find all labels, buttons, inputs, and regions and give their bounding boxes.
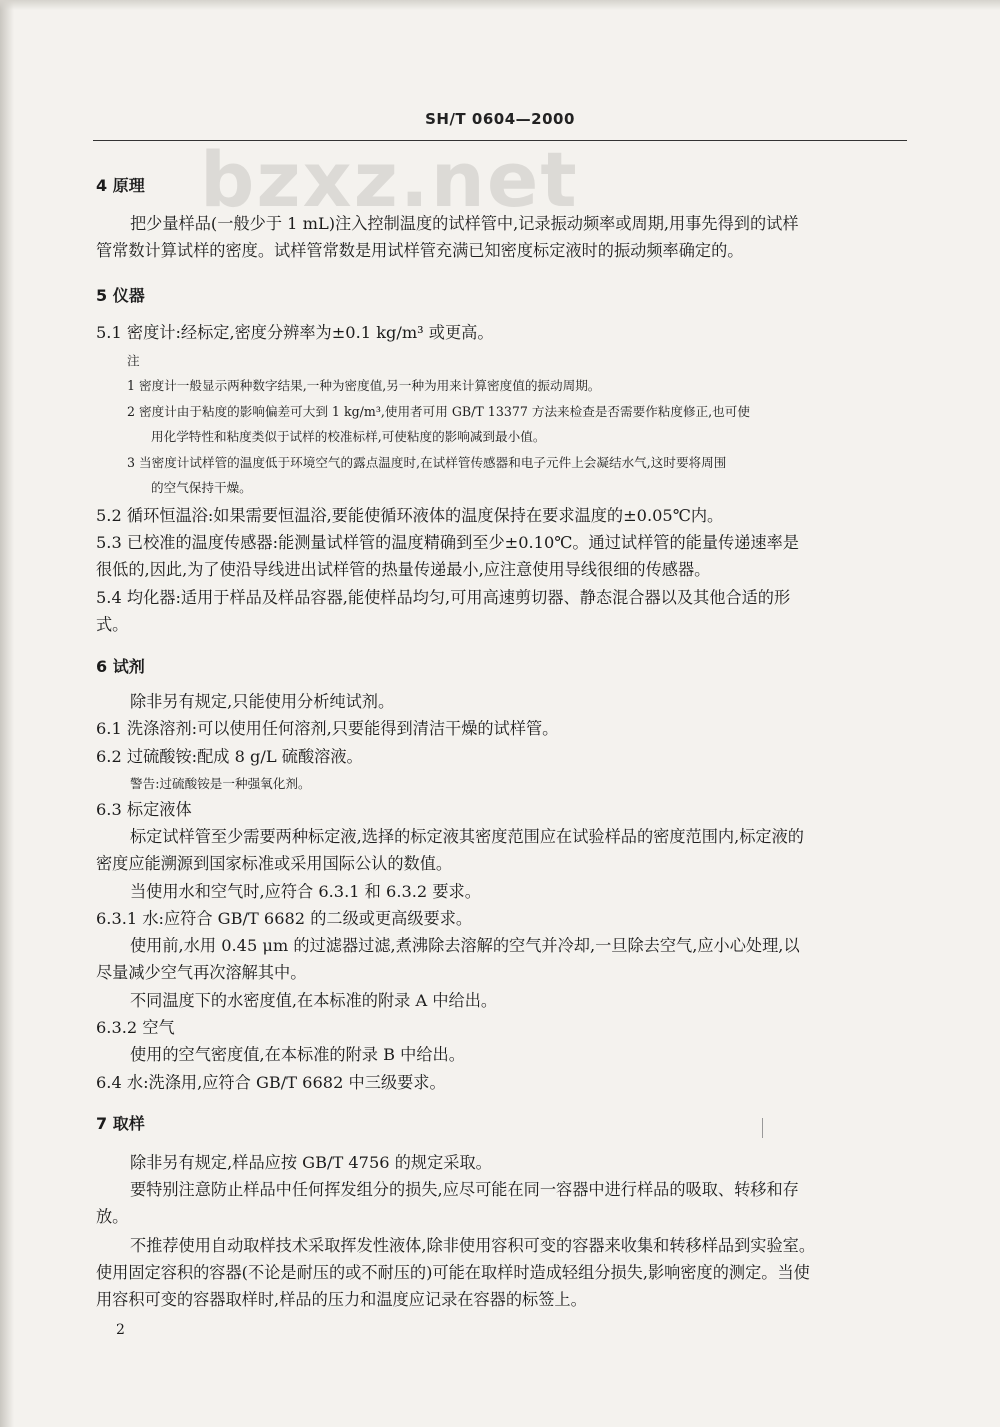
note-2-line-1: 2 密度计由于粘度的影响偏差可大到 1 kg/m³,使用者可用 GB/T 13377 方法来检查是否需要作粘度修正,也可使 (127, 404, 750, 419)
section-4-text-line-1: 把少量样品(一般少于 1 mL)注入控制温度的试样管中,记录振动频率或周期,用事先得到的试样 (130, 214, 799, 233)
note-label: 注 (127, 353, 140, 368)
clause-6-3-1: 6.3.1 水:应符合 GB/T 6682 的二级或更高级要求。 (96, 909, 473, 928)
clause-6-3: 6.3 标定液体 (96, 800, 192, 819)
section-4-title: 4 原理 (96, 176, 145, 195)
section-5-title: 5 仪器 (96, 286, 145, 305)
section-4-text-line-2: 管常数计算试样的密度。试样管常数是用试样管充满已知密度标定液时的振动频率确定的。 (96, 241, 744, 260)
clause-5-3-line-2: 很低的,因此,为了使沿导线进出试样管的热量传递最小,应注意使用导线很细的传感器。 (96, 560, 711, 579)
clause-5-4-line-1: 5.4 均化器:适用于样品及样品容器,能使样品均匀,可用高速剪切器、静态混合器以及其他合适的形 (96, 588, 791, 607)
scan-edge-shadow (0, 0, 14, 1427)
document-code-header: SH/T 0604—2000 (425, 110, 575, 128)
clause-5-1: 5.1 密度计:经标定,密度分辨率为±0.1 kg/m³ 或更高。 (96, 323, 494, 342)
clause-6-3-text-line-2: 密度应能溯源到国家标准或采用国际公认的数值。 (96, 854, 453, 873)
section-7-text-1: 除非另有规定,样品应按 GB/T 4756 的规定采取。 (130, 1153, 492, 1172)
clause-6-3-2-text: 使用的空气密度值,在本标准的附录 B 中给出。 (130, 1045, 465, 1064)
clause-6-2-warning: 警告:过硫酸铵是一种强氧化剂。 (130, 776, 311, 791)
section-6-title: 6 试剂 (96, 657, 145, 676)
watermark: bzxz.net (200, 135, 579, 224)
scan-top-shadow (0, 0, 1000, 10)
section-7-text-2-line-1: 要特别注意防止样品中任何挥发组分的损失,应尽可能在同一容器中进行样品的吸取、转移和存 (130, 1180, 799, 1199)
section-6-intro: 除非另有规定,只能使用分析纯试剂。 (130, 692, 395, 711)
clause-6-1: 6.1 洗涤溶剂:可以使用任何溶剂,只要能得到清洁干燥的试样管。 (96, 719, 559, 738)
clause-5-2: 5.2 循环恒温浴:如果需要恒温浴,要能使循环液体的温度保持在要求温度的±0.05℃内。 (96, 506, 724, 525)
clause-5-3-line-1: 5.3 已校准的温度传感器:能测量试样管的温度精确到至少±0.10℃。通过试样管的能量传递速率是 (96, 533, 799, 552)
clause-6-3-text-line-1: 标定试样管至少需要两种标定液,选择的标定液其密度范围应在试验样品的密度范围内,标定液的 (130, 827, 804, 846)
clause-5-4-line-2: 式。 (96, 615, 129, 634)
section-7-text-3-line-3: 用容积可变的容器取样时,样品的压力和温度应记录在容器的标签上。 (96, 1290, 587, 1309)
scan-mark (762, 1118, 763, 1138)
note-2-line-2: 用化学特性和粘度类似于试样的校准标样,可使粘度的影响减到最小值。 (151, 429, 546, 444)
section-7-text-2-line-2: 放。 (96, 1207, 129, 1226)
note-1: 1 密度计一般显示两种数字结果,一种为密度值,另一种为用来计算密度值的振动周期。 (127, 378, 601, 393)
page-number: 2 (116, 1322, 125, 1338)
clause-6-3-1-text-line-1: 使用前,水用 0.45 μm 的过滤器过滤,煮沸除去溶解的空气并冷却,一旦除去空气,应小心处理,以 (130, 936, 800, 955)
clause-6-3-1-text-line-3: 不同温度下的水密度值,在本标准的附录 A 中给出。 (130, 991, 498, 1010)
section-7-text-3-line-1: 不推荐使用自动取样技术采取挥发性液体,除非使用容积可变的容器来收集和转移样品到实验室。 (130, 1236, 816, 1255)
note-3-line-2: 的空气保持干燥。 (151, 480, 252, 495)
note-3-line-1: 3 当密度计试样管的温度低于环境空气的露点温度时,在试样管传感器和电子元件上会凝结水气,这时要将周围 (127, 455, 727, 470)
clause-6-3-1-text-line-2: 尽量减少空气再次溶解其中。 (96, 963, 307, 982)
clause-6-4: 6.4 水:洗涤用,应符合 GB/T 6682 中三级要求。 (96, 1073, 446, 1092)
section-7-title: 7 取样 (96, 1114, 145, 1133)
section-7-text-3-line-2: 使用固定容积的容器(不论是耐压的或不耐压的)可能在取样时造成轻组分损失,影响密度的测定。当使 (96, 1263, 810, 1282)
clause-6-3-text-line-3: 当使用水和空气时,应符合 6.3.1 和 6.3.2 要求。 (130, 882, 481, 901)
clause-6-2: 6.2 过硫酸铵:配成 8 g/L 硫酸溶液。 (96, 747, 363, 766)
clause-6-3-2: 6.3.2 空气 (96, 1018, 175, 1037)
